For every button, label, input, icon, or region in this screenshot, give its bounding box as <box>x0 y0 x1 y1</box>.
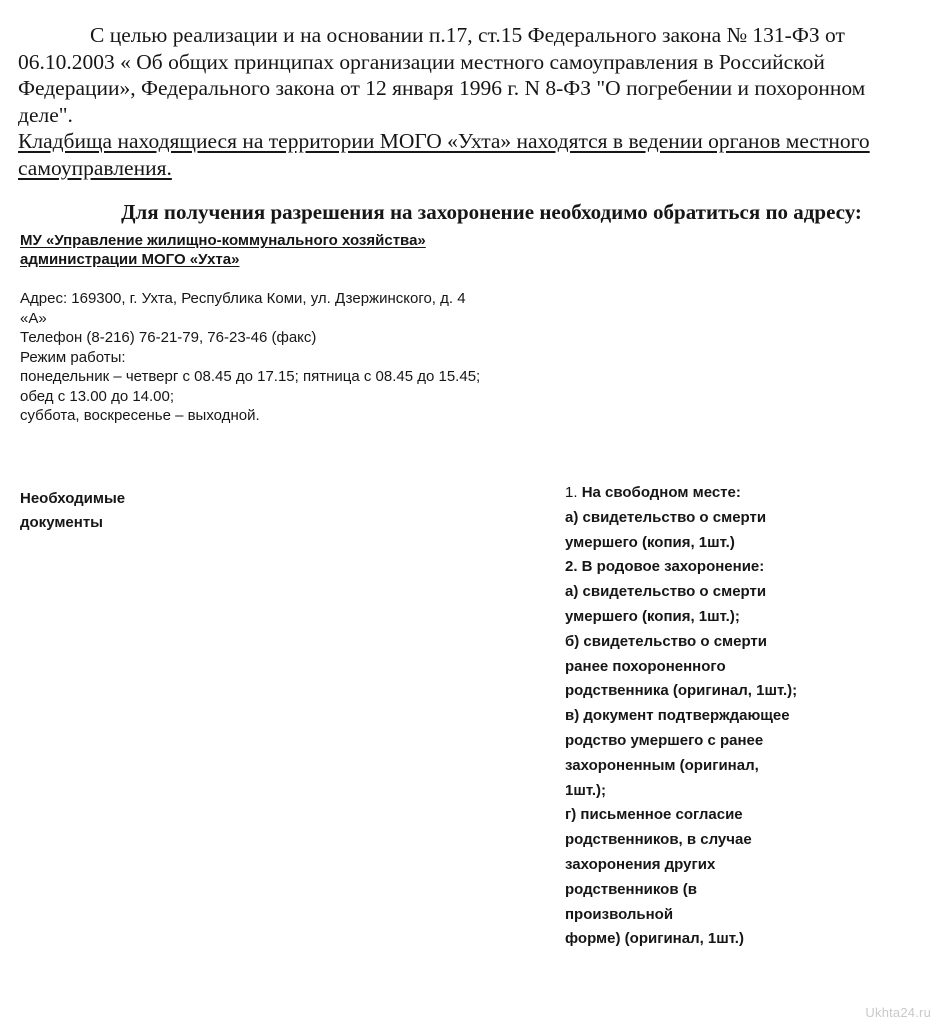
list-line: а) свидетельство о смерти <box>565 508 767 526</box>
contact-info <box>20 289 560 426</box>
lunch-hours: обед с 13.00 до 14.00; <box>20 387 175 405</box>
cemetery-note-line: самоуправления. <box>18 155 172 180</box>
hours-weekdays: понедельник – четверг с 08.45 до 17.15; пятница с 08.45 до 15.45; <box>20 368 481 385</box>
documents-list <box>565 481 905 952</box>
list-line: умершего (копия, 1шт.); <box>565 607 740 625</box>
list-line: в) документ подтверждающее <box>565 707 790 725</box>
list-item-family-grave: 2. В родовое захоронение: <box>565 558 765 576</box>
list-item-free-place <box>565 481 905 506</box>
intro-line: 06.10.2003 « Об общих принципах организации местного самоуправления в Российской <box>18 49 825 74</box>
list-line: произвольной <box>565 905 674 923</box>
list-line: захоронения других <box>565 855 716 873</box>
documents-label <box>20 487 125 535</box>
intro-paragraph <box>18 22 913 181</box>
list-line: б) свидетельство о смерти <box>565 632 768 650</box>
list-line: а) свидетельство о смерти <box>565 583 767 601</box>
organization-line: МУ «Управление жилищно-коммунального хозяйства» <box>20 232 426 249</box>
site-watermark: Ukhta24.ru <box>865 1005 931 1020</box>
organization-line: администрации МОГО «Ухта» <box>20 251 240 268</box>
organization-name <box>20 231 426 269</box>
list-line: форме) (оригинал, 1шт.) <box>565 930 744 948</box>
address-line: «А» <box>20 309 47 327</box>
list-line: захороненным (оригинал, <box>565 756 759 774</box>
list-line: умершего (копия, 1шт.) <box>565 533 735 551</box>
intro-line: С целью реализации и на основании п.17, ст.15 Федерального закона № 131-ФЗ от <box>90 23 845 47</box>
list-line: родственника (оригинал, 1шт.); <box>565 682 798 700</box>
cemetery-note-line: Кладбища находящиеся на территории МОГО «Ухта» находятся в ведении органов местного <box>18 129 870 153</box>
list-line: родство умершего с ранее <box>565 731 764 749</box>
list-line: 1шт.); <box>565 781 607 799</box>
address-line: Адрес: 169300, г. Ухта, Республика Коми, ул. Дзержинского, д. 4 <box>20 290 466 307</box>
item-number: 1. <box>565 484 578 501</box>
section-heading: Для получения разрешения на захоронение необходимо обратиться по адресу: <box>121 200 862 224</box>
item-title: На свободном месте: <box>581 484 741 501</box>
list-line: родственников, в случае <box>565 831 752 849</box>
documents-label-line: документы <box>20 514 103 531</box>
list-line: ранее похороненного <box>565 657 726 675</box>
hours-label: Режим работы: <box>20 348 126 366</box>
list-line: родственников (в <box>565 880 697 898</box>
intro-line: Федерации», Федерального закона от 12 января 1996 г. N 8-ФЗ "О погребении и похоронном <box>18 76 866 100</box>
phone-line: Телефон (8-216) 76-21-79, 76-23-46 (факс) <box>20 329 317 346</box>
documents-label-line: Необходимые <box>20 490 126 507</box>
list-line: г) письменное согласие <box>565 806 743 824</box>
weekend-line: суббота, воскресенье – выходной. <box>20 407 260 424</box>
intro-line: деле". <box>18 102 73 127</box>
